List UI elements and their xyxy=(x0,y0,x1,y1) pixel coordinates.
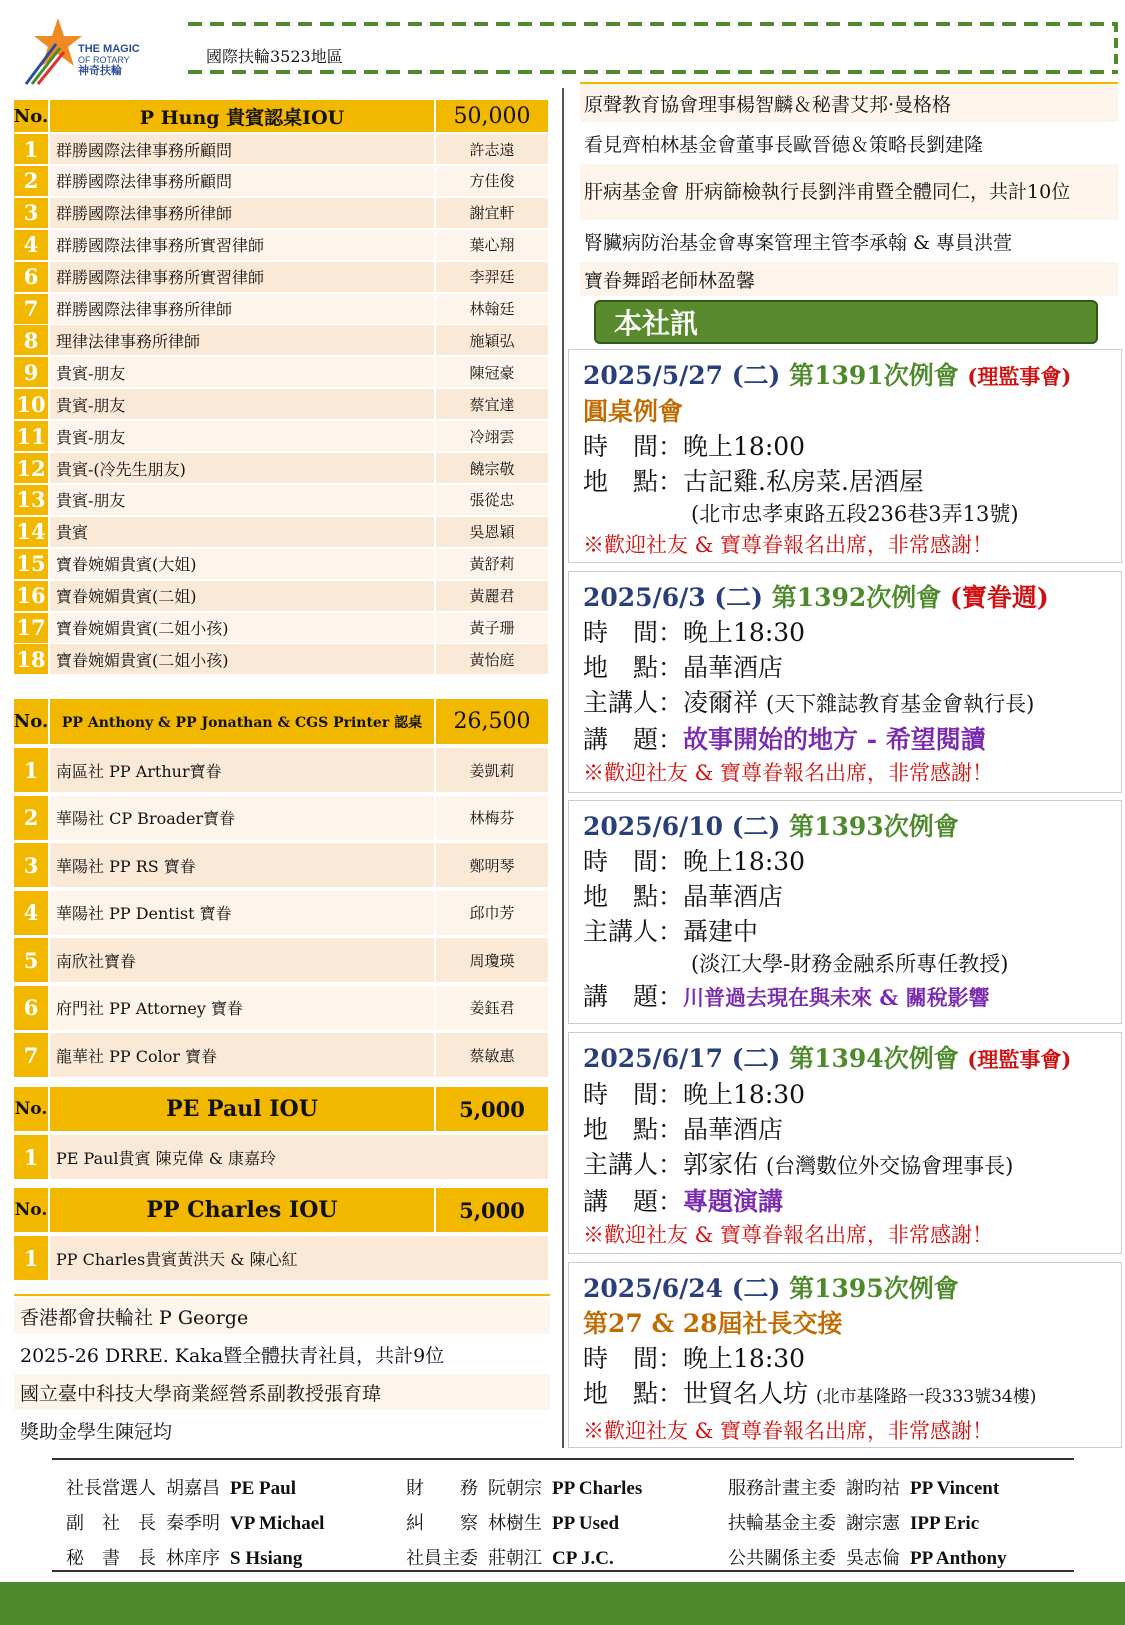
meeting-place: 古記雞.私房菜.居酒屋 xyxy=(683,467,924,496)
row-desc: 寶眷婉媚貴賓(二姐小孩) xyxy=(50,644,434,674)
row-name: 蔡宜達 xyxy=(436,389,548,419)
table-row xyxy=(14,198,550,228)
charles-iou-header xyxy=(14,1188,550,1232)
table-row xyxy=(14,421,550,451)
club-news-header: 本社訊 xyxy=(594,300,1098,344)
row-name: 周瓊瑛 xyxy=(436,938,548,982)
speaker-title: (天下雜誌教育基金會執行長) xyxy=(765,692,1035,716)
table-row xyxy=(14,134,550,164)
table-amount: 5,000 xyxy=(436,1188,548,1232)
row-number: 1 xyxy=(14,1236,48,1280)
row-number: 1 xyxy=(14,1135,48,1179)
officer-role: 服務計畫主委 xyxy=(728,1478,836,1499)
officer-title: PP Charles xyxy=(552,1478,643,1499)
meeting-card xyxy=(568,1032,1122,1254)
charles-iou-row xyxy=(14,1236,550,1280)
topic-label: 講 題： xyxy=(583,1187,684,1216)
meeting-place: 世貿名人坊 xyxy=(683,1379,809,1408)
row-desc: 理律法律事務所律師 xyxy=(50,325,434,355)
officer-name: 吳志倫 xyxy=(846,1548,900,1569)
officer-name: 莊朝江 xyxy=(488,1548,542,1569)
row-name: 鄭明琴 xyxy=(436,843,548,887)
officer-name: 林樹生 xyxy=(488,1513,542,1534)
row-number: 4 xyxy=(14,891,48,935)
officer-role: 社員主委 xyxy=(406,1548,478,1569)
district-label: 國際扶輪3523地區 xyxy=(206,47,343,66)
row-desc: 群勝國際法律事務所律師 xyxy=(50,198,434,228)
row-desc: 寶眷婉媚貴賓(大姐) xyxy=(50,549,434,579)
right-thanks-item: 原聲教育協會理事楊智麟＆秘書艾邦·曼格格 xyxy=(580,84,1118,122)
table-row xyxy=(14,262,550,292)
meeting-date: 2025/5/27 (二) xyxy=(583,361,781,390)
table-row xyxy=(14,389,550,419)
officer-title: PP Vincent xyxy=(910,1478,1000,1499)
row-desc: 群勝國際法律事務所實習律師 xyxy=(50,262,434,292)
row-desc: 貴賓-朋友 xyxy=(50,421,434,451)
officer-entry xyxy=(66,1509,324,1535)
row-number: 3 xyxy=(14,843,48,887)
left-column xyxy=(14,0,550,1450)
meeting-tag: (寶眷週) xyxy=(950,583,1049,612)
meeting-tag: (理監事會) xyxy=(967,364,1072,389)
meeting-number: 第1394次例會 xyxy=(789,1044,959,1073)
time-label: 時 間： xyxy=(583,618,684,647)
left-thanks-item: 2025-26 DRRE. Kaka暨全體扶青社員，共計9位 xyxy=(14,1336,550,1372)
officer-role: 公共關係主委 xyxy=(728,1548,836,1569)
row-name: 林梅芬 xyxy=(436,796,548,840)
row-desc: 華陽社 PP RS 寶眷 xyxy=(50,843,434,887)
table-row xyxy=(14,325,550,355)
row-number: 3 xyxy=(14,198,48,228)
table-row xyxy=(14,986,550,1030)
row-number: 2 xyxy=(14,166,48,196)
officer-entry xyxy=(728,1509,979,1535)
officer-title: CP J.C. xyxy=(552,1548,614,1569)
table-row xyxy=(14,1033,550,1077)
officer-role: 社長當選人 xyxy=(66,1478,156,1499)
meeting-time: 晚上18:00 xyxy=(683,432,806,461)
meeting-speaker: 聶建中 xyxy=(683,917,759,946)
table-row xyxy=(14,294,550,324)
footer-top-line xyxy=(52,1458,1074,1460)
row-name: 謝宜軒 xyxy=(436,198,548,228)
table-title: PP Anthony & PP Jonathan & CGS Printer 認桌 xyxy=(50,699,434,744)
row-name: 葉心翔 xyxy=(436,230,548,260)
row-number: 16 xyxy=(14,581,48,611)
row-number: 11 xyxy=(14,421,48,451)
row-number: 7 xyxy=(14,294,48,324)
meeting-note: ※歡迎社友 & 寶尊眷報名出席，非常感謝！ xyxy=(583,1223,994,1247)
officer-name: 謝昀祜 xyxy=(846,1478,900,1499)
row-number: 2 xyxy=(14,796,48,840)
meeting-note: ※歡迎社友 & 寶尊眷報名出席，非常感謝！ xyxy=(583,761,994,785)
officer-name: 阮朝宗 xyxy=(488,1478,542,1499)
left-thanks-item: 香港都會扶輪社 P George xyxy=(14,1298,550,1334)
row-number: 6 xyxy=(14,262,48,292)
meeting-tag: (理監事會) xyxy=(967,1047,1072,1072)
meeting-number: 第1393次例會 xyxy=(789,812,959,841)
left-thanks-item: 國立臺中科技大學商業經營系副教授張育瑋 xyxy=(14,1374,550,1410)
row-name: 黃麗君 xyxy=(436,581,548,611)
row-name: 吳恩穎 xyxy=(436,517,548,547)
row-name: 張從忠 xyxy=(436,485,548,515)
logo-text-line2: OF ROTARY xyxy=(78,55,130,65)
right-thanks-item: 看見齊柏林基金會董事長歐晉德＆策略長劉建隆 xyxy=(580,124,1118,162)
table-row xyxy=(14,485,550,515)
row-name: 林翰廷 xyxy=(436,294,548,324)
meeting-card xyxy=(568,571,1122,793)
meeting-note: ※歡迎社友 & 寶尊眷報名出席，非常感謝！ xyxy=(583,1419,994,1443)
row-number: 5 xyxy=(14,938,48,982)
row-name: 姜凱莉 xyxy=(436,748,548,792)
meeting-address: (北市基隆路一段333號34樓) xyxy=(815,1387,1037,1407)
row-number: 6 xyxy=(14,986,48,1030)
row-number: 4 xyxy=(14,230,48,260)
row-desc: 府門社 PP Attorney 寶眷 xyxy=(50,986,434,1030)
table-row xyxy=(14,453,550,483)
table-row xyxy=(14,938,550,982)
speaker-title: (台灣數位外交協會理事長) xyxy=(765,1154,1014,1178)
row-desc: 貴賓-(冷先生朋友) xyxy=(50,453,434,483)
row-number: 15 xyxy=(14,549,48,579)
officer-title: PP Anthony xyxy=(910,1548,1007,1569)
row-name: 施穎弘 xyxy=(436,325,548,355)
row-number: 18 xyxy=(14,644,48,674)
table-row xyxy=(14,796,550,840)
table-row xyxy=(14,891,550,935)
row-desc: 龍華社 PP Color 寶眷 xyxy=(50,1033,434,1077)
meeting-date: 2025/6/10 (二) xyxy=(583,812,781,841)
place-label: 地 點： xyxy=(583,1379,684,1408)
officer-title: PP Used xyxy=(552,1513,620,1534)
speaker-label: 主講人： xyxy=(583,917,684,946)
row-name: 黃怡庭 xyxy=(436,644,548,674)
meeting-number: 第1395次例會 xyxy=(789,1274,959,1303)
table-title: P Hung 貴賓認桌IOU xyxy=(50,100,434,132)
row-desc: 南區社 PP Arthur寶眷 xyxy=(50,748,434,792)
meeting-date: 2025/6/17 (二) xyxy=(583,1044,781,1073)
logo-text-line3: 神奇扶輪 xyxy=(78,65,122,77)
table-amount: 26,500 xyxy=(436,699,548,744)
row-number: 12 xyxy=(14,453,48,483)
row-desc: 群勝國際法律事務所實習律師 xyxy=(50,230,434,260)
meeting-time: 晚上18:30 xyxy=(683,1344,806,1373)
row-name: 蔡敏惠 xyxy=(436,1033,548,1077)
table-row xyxy=(14,517,550,547)
table-amount: 5,000 xyxy=(436,1087,548,1131)
officer-title: PE Paul xyxy=(230,1478,296,1499)
column-divider xyxy=(562,88,564,1448)
meeting-topic: 川普過去現在與未來 & 關稅影響 xyxy=(683,985,990,1010)
meeting-topic: 專題演講 xyxy=(683,1187,784,1216)
no-label: No. xyxy=(14,699,48,744)
row-name: 陳冠豪 xyxy=(436,357,548,387)
row-desc: 貴賓-朋友 xyxy=(50,357,434,387)
topic-label: 講 題： xyxy=(583,725,684,754)
row-desc: 寶眷婉媚貴賓(二姐小孩) xyxy=(50,613,434,643)
officer-role: 扶輪基金主委 xyxy=(728,1513,836,1534)
time-label: 時 間： xyxy=(583,1080,684,1109)
row-number: 17 xyxy=(14,613,48,643)
meeting-time: 晚上18:30 xyxy=(683,1080,806,1109)
row-number: 10 xyxy=(14,389,48,419)
meeting-place: 晶華酒店 xyxy=(683,1115,784,1144)
row-desc: 南欣社寶眷 xyxy=(50,938,434,982)
table-row xyxy=(14,549,550,579)
table-row xyxy=(14,230,550,260)
meeting-speaker: 凌爾祥 xyxy=(683,688,759,717)
table-row xyxy=(14,613,550,643)
officer-title: VP Michael xyxy=(230,1513,325,1534)
row-name: 黃舒莉 xyxy=(436,549,548,579)
speaker-label: 主講人： xyxy=(583,1150,684,1179)
row-number: 7 xyxy=(14,1033,48,1077)
row-name: 許志遠 xyxy=(436,134,548,164)
officer-role: 財 務 xyxy=(406,1478,478,1499)
officer-title: IPP Eric xyxy=(910,1513,980,1534)
meeting-address: (北市忠孝東路五段236巷3弄13號) xyxy=(691,502,1019,526)
meeting-date: 2025/6/24 (二) xyxy=(583,1274,781,1303)
table-row xyxy=(14,644,550,674)
row-desc: 華陽社 CP Broader寶眷 xyxy=(50,796,434,840)
time-label: 時 間： xyxy=(583,847,684,876)
no-label: No. xyxy=(14,1087,48,1131)
officer-entry xyxy=(406,1474,642,1500)
no-label: No. xyxy=(14,1188,48,1232)
meeting-place: 晶華酒店 xyxy=(683,653,784,682)
row-name: 方佳俊 xyxy=(436,166,548,196)
right-thanks-item: 腎臟病防治基金會專案管理主管李承翰 & 專員洪萱 xyxy=(580,222,1118,260)
row-number: 9 xyxy=(14,357,48,387)
officer-name: 謝宗憲 xyxy=(846,1513,900,1534)
meeting-number: 第1392次例會 xyxy=(771,583,942,612)
left-thanks-item: 獎助金學生陳冠均 xyxy=(14,1412,550,1448)
place-label: 地 點： xyxy=(583,882,684,911)
row-name: 姜鈺君 xyxy=(436,986,548,1030)
table-row xyxy=(14,581,550,611)
row-name: 饒宗敬 xyxy=(436,453,548,483)
row-name: 邱巾芳 xyxy=(436,891,548,935)
table-row xyxy=(14,843,550,887)
officer-name: 秦季明 xyxy=(166,1513,220,1534)
row-desc: 貴賓-朋友 xyxy=(50,389,434,419)
speaker-title: (淡江大學-財務金融系所專任教授) xyxy=(691,952,1009,976)
row-desc: 群勝國際法律事務所顧問 xyxy=(50,134,434,164)
row-desc: 寶眷婉媚貴賓(二姐) xyxy=(50,581,434,611)
meeting-time: 晚上18:30 xyxy=(683,847,806,876)
row-number: 14 xyxy=(14,517,48,547)
officer-role: 副 社 長 xyxy=(66,1513,156,1534)
right-thanks-item: 寶眷舞蹈老師林盈馨 xyxy=(580,262,1118,296)
table-title: PP Charles IOU xyxy=(50,1188,434,1232)
table-row xyxy=(14,166,550,196)
table-amount: 50,000 xyxy=(436,100,548,132)
place-label: 地 點： xyxy=(583,1115,684,1144)
meeting-speaker: 郭家佑 xyxy=(683,1150,759,1179)
place-label: 地 點： xyxy=(583,653,684,682)
meeting-time: 晚上18:30 xyxy=(683,618,806,647)
row-name: 李羿廷 xyxy=(436,262,548,292)
meeting-number: 第1391次例會 xyxy=(789,361,959,390)
row-desc: PP Charles貴賓黃洪天 & 陳心紅 xyxy=(50,1236,548,1280)
officer-name: 胡嘉昌 xyxy=(166,1478,220,1499)
meeting-note: ※歡迎社友 & 寶尊眷報名出席，非常感謝！ xyxy=(583,533,994,557)
table-row xyxy=(14,748,550,792)
hung-table-header xyxy=(14,100,550,132)
row-number: 13 xyxy=(14,485,48,515)
meeting-topic: 故事開始的地方 - 希望閱讀 xyxy=(683,725,986,754)
row-desc: 貴賓 xyxy=(50,517,434,547)
officer-name: 林庠序 xyxy=(166,1548,220,1569)
officer-entry xyxy=(66,1474,296,1500)
row-number: 1 xyxy=(14,134,48,164)
right-thanks-item: 肝病基金會 肝病篩檢執行長劉泮甫暨全體同仁，共計10位 xyxy=(580,164,1118,220)
meeting-card xyxy=(568,349,1122,563)
row-name: 冷翊雲 xyxy=(436,421,548,451)
row-desc: PE Paul貴賓 陳克偉 & 康嘉玲 xyxy=(50,1135,548,1179)
meeting-place: 晶華酒店 xyxy=(683,882,784,911)
meeting-date: 2025/6/3 (二) xyxy=(583,583,763,612)
topic-label: 講 題： xyxy=(583,982,684,1011)
row-desc: 群勝國際法律事務所律師 xyxy=(50,294,434,324)
officer-entry xyxy=(728,1474,999,1500)
logo-text-line1: THE MAGIC xyxy=(78,43,140,55)
officer-role: 秘 書 長 xyxy=(66,1548,156,1569)
meeting-subtitle: 第27 & 28屆社長交接 xyxy=(583,1309,843,1338)
table-row xyxy=(14,357,550,387)
row-desc: 貴賓-朋友 xyxy=(50,485,434,515)
speaker-label: 主講人： xyxy=(583,688,684,717)
thanks-separator xyxy=(14,1294,550,1296)
row-name: 黃子珊 xyxy=(436,613,548,643)
place-label: 地 點： xyxy=(583,467,684,496)
meeting-card xyxy=(568,800,1122,1024)
officer-entry xyxy=(406,1509,619,1535)
table-title: PE Paul IOU xyxy=(50,1087,434,1131)
officer-title: S Hsiang xyxy=(230,1548,303,1569)
officer-entry xyxy=(66,1544,302,1570)
anthony-table-header xyxy=(14,699,550,744)
row-desc: 華陽社 PP Dentist 寶眷 xyxy=(50,891,434,935)
row-number: 1 xyxy=(14,748,48,792)
officer-entry xyxy=(406,1544,614,1570)
header-dash-right xyxy=(1114,22,1118,74)
bottom-green-bar xyxy=(0,1582,1125,1625)
row-desc: 群勝國際法律事務所顧問 xyxy=(50,166,434,196)
time-label: 時 間： xyxy=(583,1344,684,1373)
meeting-card xyxy=(568,1262,1122,1448)
row-number: 8 xyxy=(14,325,48,355)
time-label: 時 間： xyxy=(583,432,684,461)
no-label: No. xyxy=(14,100,48,132)
paul-iou-header xyxy=(14,1087,550,1131)
meeting-subtitle: 圓桌例會 xyxy=(583,397,684,426)
officer-role: 糾 察 xyxy=(406,1513,478,1534)
paul-iou-row xyxy=(14,1135,550,1179)
officer-entry xyxy=(728,1544,1007,1570)
footer-bottom-line xyxy=(52,1570,1074,1572)
